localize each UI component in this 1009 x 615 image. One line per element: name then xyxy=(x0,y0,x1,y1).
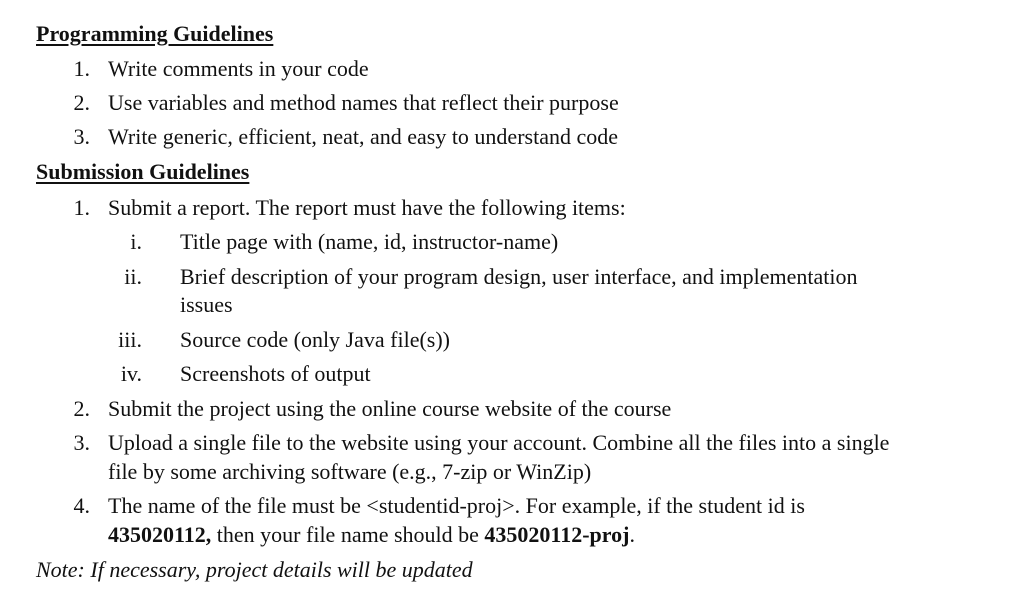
subitem-number: iii. xyxy=(118,327,142,352)
subitem-number: ii. xyxy=(124,264,142,289)
programming-item-text: Write generic, efficient, neat, and easy to understand code xyxy=(108,124,618,149)
submission-item-number: 3. xyxy=(73,430,90,455)
sentence-period: . xyxy=(629,522,635,547)
programming-item-number: 1. xyxy=(73,56,90,81)
subitem-number: iv. xyxy=(120,361,142,386)
subitem-text: Brief description of your program design, user interface, and implementation xyxy=(180,264,858,289)
file-name-example: 435020112-proj xyxy=(484,522,630,547)
subitem-text: Screenshots of output xyxy=(180,361,371,386)
submission-item-text: Submit the project using the online course website of the course xyxy=(108,396,672,421)
filename-sentence: then your file name should be xyxy=(211,522,485,547)
subitem-text: Source code (only Java file(s)) xyxy=(180,327,451,352)
subitem-number: i. xyxy=(130,229,142,254)
subitem-text: Title page with (name, id, instructor-name) xyxy=(180,229,559,254)
submission-item-text: Submit a report. The report must have the following items: xyxy=(108,195,626,220)
programming-guidelines-heading: Programming Guidelines xyxy=(36,21,274,46)
subitem-text-continuation: issues xyxy=(180,292,233,317)
programming-item-number: 3. xyxy=(73,124,90,149)
submission-item-text: The name of the file must be <studentid-proj>. For example, if the student id is xyxy=(108,493,805,518)
submission-item-text-continuation: file by some archiving software (e.g., 7-zip or WinZip) xyxy=(108,459,592,484)
programming-item-text: Write comments in your code xyxy=(108,56,369,81)
submission-item-number: 2. xyxy=(73,396,90,421)
programming-item-text: Use variables and method names that reflect their purpose xyxy=(108,90,619,115)
submission-guidelines-heading: Submission Guidelines xyxy=(36,159,250,184)
submission-item-number: 1. xyxy=(73,195,90,220)
submission-item-number: 4. xyxy=(73,493,90,518)
submission-item-text: Upload a single file to the website using your account. Combine all the files into a single xyxy=(108,430,890,455)
note-text: Note: If necessary, project details will be updated xyxy=(36,557,473,582)
submission-item-text-continuation xyxy=(108,522,635,548)
programming-item-number: 2. xyxy=(73,90,90,115)
student-id-example: 435020112, xyxy=(108,522,212,547)
